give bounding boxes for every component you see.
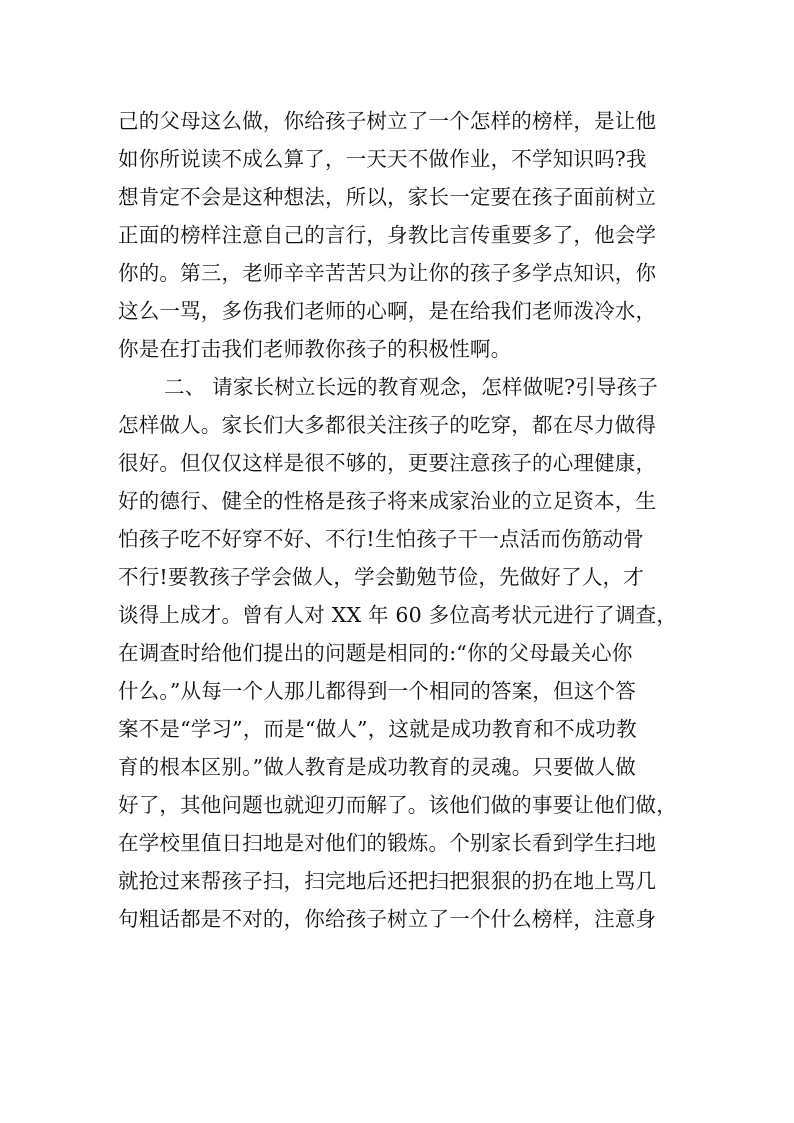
section-heading-line: 二、 请家长树立长远的教育观念，怎样做呢?引导孩子 bbox=[164, 375, 659, 399]
text-line: 你的。第三，老师辛辛苦苦只为让你的孩子多学点知识，你 bbox=[118, 261, 657, 285]
text-line: 想肯定不会是这种想法，所以，家长一定要在孩子面前树立 bbox=[118, 185, 657, 209]
text-line: 这么一骂，多伤我们老师的心啊，是在给我们老师泼冷水， bbox=[118, 299, 657, 323]
text-line: 案不是“学习”，而是“做人”，这就是成功教育和不成功教 bbox=[118, 717, 637, 741]
text-line: 好的德行、健全的性格是孩子将来成家治业的立足资本，生 bbox=[118, 489, 657, 513]
text-line: 正面的榜样注意自己的言行，身教比言传重要多了，他会学 bbox=[118, 223, 657, 247]
text-line: 句粗话都是不对的，你给孩子树立了一个什么榜样，注意身 bbox=[118, 907, 657, 931]
text-line: 就抢过来帮孩子扫，扫完地后还把扫把狠狠的扔在地上骂几 bbox=[118, 869, 657, 893]
text-line: 在调查时给他们提出的问题是相同的:“你的父母最关心你 bbox=[118, 641, 633, 665]
text-line: 己的父母这么做，你给孩子树立了一个怎样的榜样，是让他 bbox=[118, 109, 657, 133]
text-line: 你是在打击我们老师教你孩子的积极性啊。 bbox=[118, 337, 512, 361]
text-line: 谈得上成才。曾有人对 XX 年 60 多位高考状元进行了调查， bbox=[118, 603, 678, 627]
body-text bbox=[118, 102, 678, 938]
text-line: 如你所说读不成么算了，一天天不做作业，不学知识吗?我 bbox=[118, 147, 647, 171]
text-line: 很好。但仅仅这样是很不够的，更要注意孩子的心理健康， bbox=[118, 451, 657, 475]
text-line: 怎样做人。家长们大多都很关注孩子的吃穿，都在尽力做得 bbox=[118, 413, 657, 437]
text-line: 育的根本区别。”做人教育是成功教育的灵魂。只要做人做 bbox=[118, 755, 636, 779]
text-line: 好了，其他问题也就迎刃而解了。该他们做的事要让他们做， bbox=[118, 793, 677, 817]
text-line: 怕孩子吃不好穿不好、不行!生怕孩子干一点活而伤筋动骨 bbox=[118, 527, 644, 551]
text-line: 在学校里值日扫地是对他们的锻炼。个别家长看到学生扫地 bbox=[118, 831, 657, 855]
text-line: 不行!要教孩子学会做人，学会勤勉节俭，先做好了人，才 bbox=[118, 565, 644, 589]
text-line: 什么。”从每一个人那儿都得到一个相同的答案，但这个答 bbox=[118, 679, 636, 703]
